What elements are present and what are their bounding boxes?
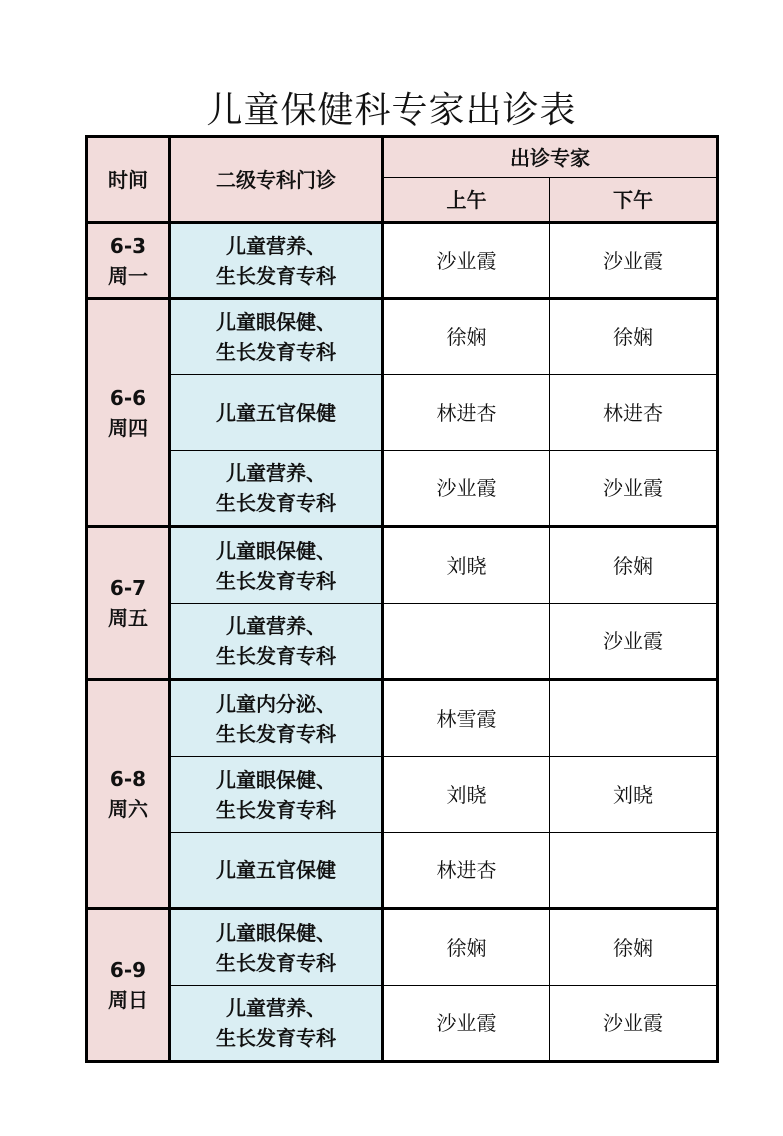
header-am: 上午 xyxy=(383,178,550,223)
clinic-name-line2: 生长发育专科 xyxy=(216,1026,336,1050)
pm-doctor-cell: 沙业霞 xyxy=(550,604,718,680)
pm-doctor-cell xyxy=(550,680,718,757)
table-row xyxy=(87,833,718,909)
am-doctor-cell: 徐娴 xyxy=(383,909,550,986)
clinic-cell xyxy=(170,451,383,527)
header-clinic: 二级专科门诊 xyxy=(170,137,383,223)
date-label: 6-3 xyxy=(109,233,147,258)
page-title: 儿童保健科专家出诊表 xyxy=(206,90,577,131)
clinic-cell xyxy=(170,680,383,757)
clinic-name-line1: 儿童五官保健 xyxy=(216,858,336,882)
pm-doctor-cell: 沙业霞 xyxy=(550,986,718,1062)
pm-doctor-cell: 徐娴 xyxy=(550,299,718,375)
clinic-cell xyxy=(170,223,383,299)
clinic-name-line2: 生长发育专科 xyxy=(216,950,336,975)
am-doctor-cell: 徐娴 xyxy=(383,299,550,375)
table-row xyxy=(87,680,718,757)
header-pm: 下午 xyxy=(550,178,718,223)
date-label: 6-7 xyxy=(109,576,147,600)
clinic-name-line1: 儿童内分泌、 xyxy=(216,691,336,716)
clinic-name-line2: 生长发育专科 xyxy=(216,644,336,668)
pm-doctor-cell xyxy=(550,833,718,909)
am-doctor-cell: 林进杏 xyxy=(383,833,550,909)
weekday-label: 周五 xyxy=(108,606,148,630)
weekday-label: 周六 xyxy=(108,797,148,821)
pm-doctor-cell: 刘晓 xyxy=(550,757,718,833)
am-doctor-cell: 林进杏 xyxy=(383,375,550,451)
clinic-name-line2: 生长发育专科 xyxy=(216,568,336,593)
pm-doctor-cell: 徐娴 xyxy=(550,527,718,604)
table-row xyxy=(87,986,718,1062)
date-cell xyxy=(87,527,170,680)
header-time: 时间 xyxy=(87,137,170,223)
clinic-name-line1: 儿童营养、 xyxy=(226,996,326,1020)
table-row xyxy=(87,223,718,299)
clinic-cell xyxy=(170,299,383,375)
clinic-name-line1: 儿童营养、 xyxy=(226,461,326,485)
am-doctor-cell: 沙业霞 xyxy=(383,223,550,299)
clinic-name-line1: 儿童营养、 xyxy=(226,233,326,258)
clinic-name-line2: 生长发育专科 xyxy=(216,491,336,515)
date-label: 6-8 xyxy=(109,767,147,791)
date-cell xyxy=(87,223,170,299)
header-experts: 出诊专家 xyxy=(383,137,718,178)
weekday-label: 周一 xyxy=(108,263,148,288)
clinic-cell xyxy=(170,833,383,909)
clinic-name-line2: 生长发育专科 xyxy=(216,263,336,288)
weekday-label: 周四 xyxy=(108,415,148,440)
schedule-table xyxy=(85,135,719,1063)
am-doctor-cell: 沙业霞 xyxy=(383,986,550,1062)
clinic-cell xyxy=(170,757,383,833)
table-row xyxy=(87,909,718,986)
date-label: 6-9 xyxy=(109,958,147,982)
clinic-name-line2: 生长发育专科 xyxy=(216,340,336,364)
clinic-name-line1: 儿童眼保健、 xyxy=(216,767,336,792)
clinic-cell xyxy=(170,527,383,604)
clinic-name-line2: 生长发育专科 xyxy=(216,797,336,822)
am-doctor-cell: 林雪霞 xyxy=(383,680,550,757)
clinic-cell xyxy=(170,986,383,1062)
clinic-name-line2: 生长发育专科 xyxy=(216,721,336,746)
table-row xyxy=(87,757,718,833)
am-doctor-cell: 刘晓 xyxy=(383,527,550,604)
table-row xyxy=(87,299,718,375)
clinic-name-line1: 儿童眼保健、 xyxy=(216,538,336,563)
table-row xyxy=(87,604,718,680)
clinic-name-line1: 儿童五官保健 xyxy=(216,400,336,425)
pm-doctor-cell: 沙业霞 xyxy=(550,451,718,527)
table-row xyxy=(87,527,718,604)
pm-doctor-cell: 徐娴 xyxy=(550,909,718,986)
table-row xyxy=(87,375,718,451)
date-cell xyxy=(87,680,170,909)
date-label: 6-6 xyxy=(109,385,147,410)
am-doctor-cell: 刘晓 xyxy=(383,757,550,833)
table-row xyxy=(87,451,718,527)
pm-doctor-cell: 林进杏 xyxy=(550,375,718,451)
weekday-label: 周日 xyxy=(108,988,148,1012)
clinic-name-line1: 儿童眼保健、 xyxy=(216,920,336,945)
am-doctor-cell xyxy=(383,604,550,680)
clinic-cell xyxy=(170,375,383,451)
date-cell xyxy=(87,909,170,1062)
clinic-cell xyxy=(170,604,383,680)
clinic-name-line1: 儿童营养、 xyxy=(226,614,326,638)
date-cell xyxy=(87,299,170,527)
clinic-cell xyxy=(170,909,383,986)
pm-doctor-cell: 沙业霞 xyxy=(550,223,718,299)
clinic-name-line1: 儿童眼保健、 xyxy=(216,310,336,334)
am-doctor-cell: 沙业霞 xyxy=(383,451,550,527)
